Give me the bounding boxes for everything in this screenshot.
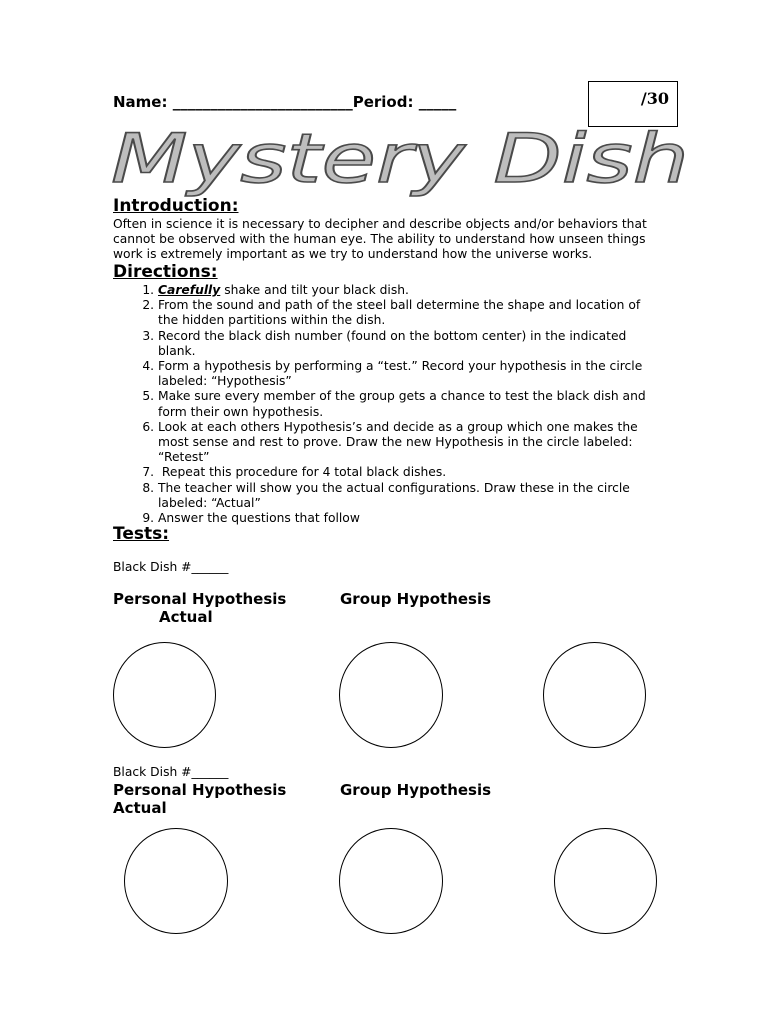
direction-step: 8. The teacher will show you the actual configurations. Draw these in the circle labeled: “Actual” [158,481,663,511]
black-dish-label: Black Dish # [113,560,192,574]
group-hypothesis-heading-2: Group Hypothesis [340,781,492,799]
actual-circle-2[interactable] [554,828,657,934]
black-dish-blank[interactable]: ______ [191,560,229,574]
score-total: /30 [640,89,669,108]
direction-step [158,283,663,298]
group-hypothesis-heading-1: Group Hypothesis [340,590,492,608]
direction-step: 9. Answer the questions that follow [158,511,663,526]
direction-step: 3. Record the black dish number (found on the bottom center) in the indicated blank. [158,329,663,359]
name-label: Name: [113,93,168,111]
page-title-text: Mystery Dish [111,120,689,198]
actual-label: Actual [159,608,213,626]
actual-circle-1[interactable] [543,642,646,748]
personal-hypothesis-heading-1 [113,590,286,626]
step1-emphasis: Carefully [158,283,221,297]
introduction-heading: Introduction: [113,196,239,216]
directions-heading: Directions: [113,262,218,282]
step1-text: shake and tilt your black dish. [220,283,409,297]
directions-list [113,283,663,526]
group-hypothesis-circle-2[interactable] [339,828,443,934]
black-dish-label: Black Dish # [113,765,192,779]
black-dish-blank[interactable]: ______ [191,765,229,779]
black-dish-number-2 [113,765,228,779]
personal-hypothesis-label: Personal Hypothesis [113,590,287,608]
direction-step: 4. Form a hypothesis by performing a “test.” Record your hypothesis in the circle labeled: “Hypothesis” [158,359,663,389]
period-label: Period: [352,93,414,111]
direction-step: 5. Make sure every member of the group gets a chance to test the black dish and form their own hypothesis. [158,389,663,419]
direction-step: 6. Look at each others Hypothesis’s and decide as a group which one makes the most sense and rest to prove. Draw the new Hypothesis in the circle labeled: “Retest” [158,420,663,466]
direction-step: 2. From the sound and path of the steel ball determine the shape and location of the hidden partitions within the dish. [158,298,663,328]
black-dish-number-1 [113,560,228,574]
personal-hypothesis-circle-2[interactable] [124,828,228,934]
name-period-line [113,93,456,111]
actual-label: Actual [113,799,167,817]
introduction-text: Often in science it is necessary to decipher and describe objects and/or behaviors that cannot be observed with the human eye. The ability to understand how unseen things work is extremely important as we try to understand how the universe works. [113,217,647,261]
personal-hypothesis-heading-2 [113,781,286,817]
period-blank[interactable]: _____ [418,93,457,111]
name-blank[interactable]: ________________________ [172,93,353,111]
personal-hypothesis-label: Personal Hypothesis [113,781,287,799]
tests-heading: Tests: [113,524,170,544]
page-title [108,118,708,198]
direction-step: 7. Repeat this procedure for 4 total black dishes. [158,465,663,480]
group-hypothesis-circle-1[interactable] [339,642,443,748]
personal-hypothesis-circle-1[interactable] [113,642,216,748]
